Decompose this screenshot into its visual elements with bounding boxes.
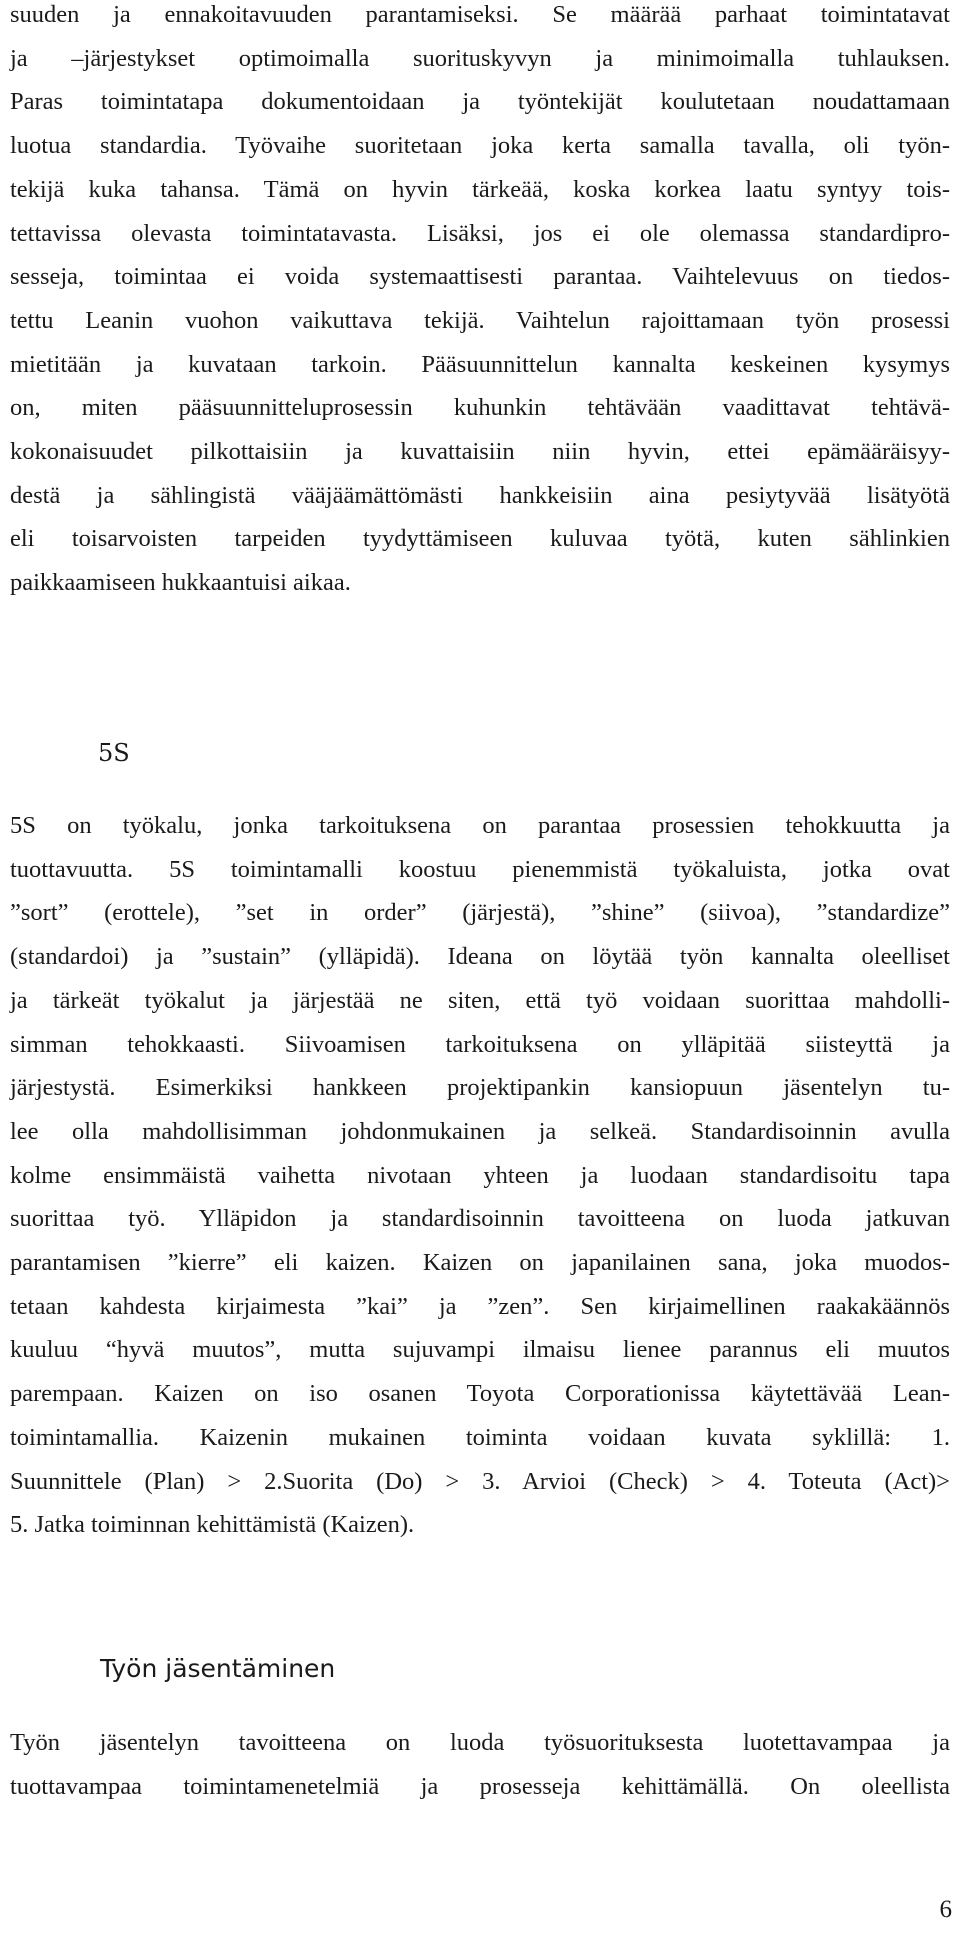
text-line: mietitään ja kuvataan tarkoin. Pääsuunnittelun kannalta keskeinen kysymys (10, 350, 950, 378)
text-line: tettavissa olevasta toimintatavasta. Lisäksi, jos ei ole olemassa standardipro- (10, 219, 950, 247)
text-line: lee olla mahdollisimman johdonmukainen ja selkeä. Standardisoinnin avulla (10, 1117, 950, 1145)
text-line: (standardoi) ja ”sustain” (ylläpidä). Ideana on löytää työn kannalta oleelliset (10, 943, 950, 971)
text-line: Suunnittele (Plan) > 2.Suorita (Do) > 3. Arvioi (Check) > 4. Toteuta (Act)> (10, 1467, 950, 1495)
text-line: 5S on työkalu, jonka tarkoituksena on parantaa prosessien tehokkuutta ja (10, 812, 950, 839)
text-line: järjestystä. Esimerkiksi hankkeen projektipankin kansiopuun jäsentelyn tu- (10, 1074, 950, 1102)
text-line: destä ja sählingistä vääjäämättömästi hankkeisiin aina pesiytyvää lisätyötä (10, 481, 950, 509)
text-line: tettu Leanin vuohon vaikuttava tekijä. Vaihtelun rajoittamaan työn prosessi (10, 306, 950, 334)
text-line: paikkaamiseen hukkaantuisi aikaa. (10, 569, 351, 597)
section-heading-tyon-jasentaminen: Työn jäsentäminen (100, 1654, 336, 1683)
section-heading-5s: 5S (98, 739, 130, 767)
text-line: parantamisen ”kierre” eli kaizen. Kaizen on japanilainen sana, joka muodos- (10, 1249, 950, 1276)
text-line: tuottavuutta. 5S toimintamalli koostuu pienemmistä työkaluista, jotka ovat (10, 855, 950, 883)
page-number: 6 (939, 1896, 952, 1923)
text-line: ja –järjestykset optimoimalla suorituskyvyn ja minimoimalla tuhlauksen. (10, 44, 950, 72)
text-line: sesseja, toimintaa ei voida systemaattisesti parantaa. Vaihtelevuus on tiedos- (10, 263, 950, 291)
text-line: toimintamallia. Kaizenin mukainen toiminta voidaan kuvata syklillä: 1. (10, 1423, 950, 1451)
text-line: ”sort” (erottele), ”set in order” (järjestä), ”shine” (siivoa), ”standardize” (10, 899, 950, 927)
text-line: tetaan kahdesta kirjaimesta ”kai” ja ”zen”. Sen kirjaimellinen raakakäännös (10, 1292, 950, 1320)
text-line: Työn jäsentelyn tavoitteena on luoda työsuorituksesta luotettavampaa ja (10, 1729, 950, 1756)
text-line: simman tehokkaasti. Siivoamisen tarkoituksena on ylläpitää siisteyttä ja (10, 1030, 950, 1058)
text-line: parempaan. Kaizen on iso osanen Toyota Corporationissa käytettävää Lean- (10, 1380, 950, 1408)
text-line: kolme ensimmäistä vaihetta nivotaan yhteen ja luodaan standardisoitu tapa (10, 1161, 950, 1189)
text-line: tekijä kuka tahansa. Tämä on hyvin tärkeää, koska korkea laatu syntyy tois- (10, 175, 950, 203)
text-line: 5. Jatka toiminnan kehittämistä (Kaizen). (10, 1511, 415, 1539)
text-line: Paras toimintatapa dokumentoidaan ja työntekijät koulutetaan noudattamaan (10, 88, 950, 116)
text-line: on, miten pääsuunnitteluprosessin kuhunkin tehtävään vaadittavat tehtävä- (10, 394, 950, 422)
text-line: kokonaisuudet pilkottaisiin ja kuvattaisiin niin hyvin, ettei epämääräisyy- (10, 438, 950, 465)
text-line: kuuluu “hyvä muutos”, mutta sujuvampi ilmaisu lienee parannus eli muutos (10, 1336, 950, 1364)
text-line: suorittaa työ. Ylläpidon ja standardisoinnin tavoitteena on luoda jatkuvan (10, 1205, 950, 1233)
text-line: luotua standardia. Työvaihe suoritetaan joka kerta samalla tavalla, oli työn- (10, 132, 950, 160)
text-line: suuden ja ennakoitavuuden parantamiseksi. Se määrää parhaat toimintatavat (10, 1, 950, 28)
text-line: ja tärkeät työkalut ja järjestää ne siten, että työ voidaan suorittaa mahdolli- (10, 986, 950, 1014)
text-line: eli toisarvoisten tarpeiden tyydyttämiseen kuluvaa työtä, kuten sählinkien (10, 525, 950, 553)
text-line: tuottavampaa toimintamenetelmiä ja prosesseja kehittämällä. On oleellista (10, 1772, 950, 1800)
